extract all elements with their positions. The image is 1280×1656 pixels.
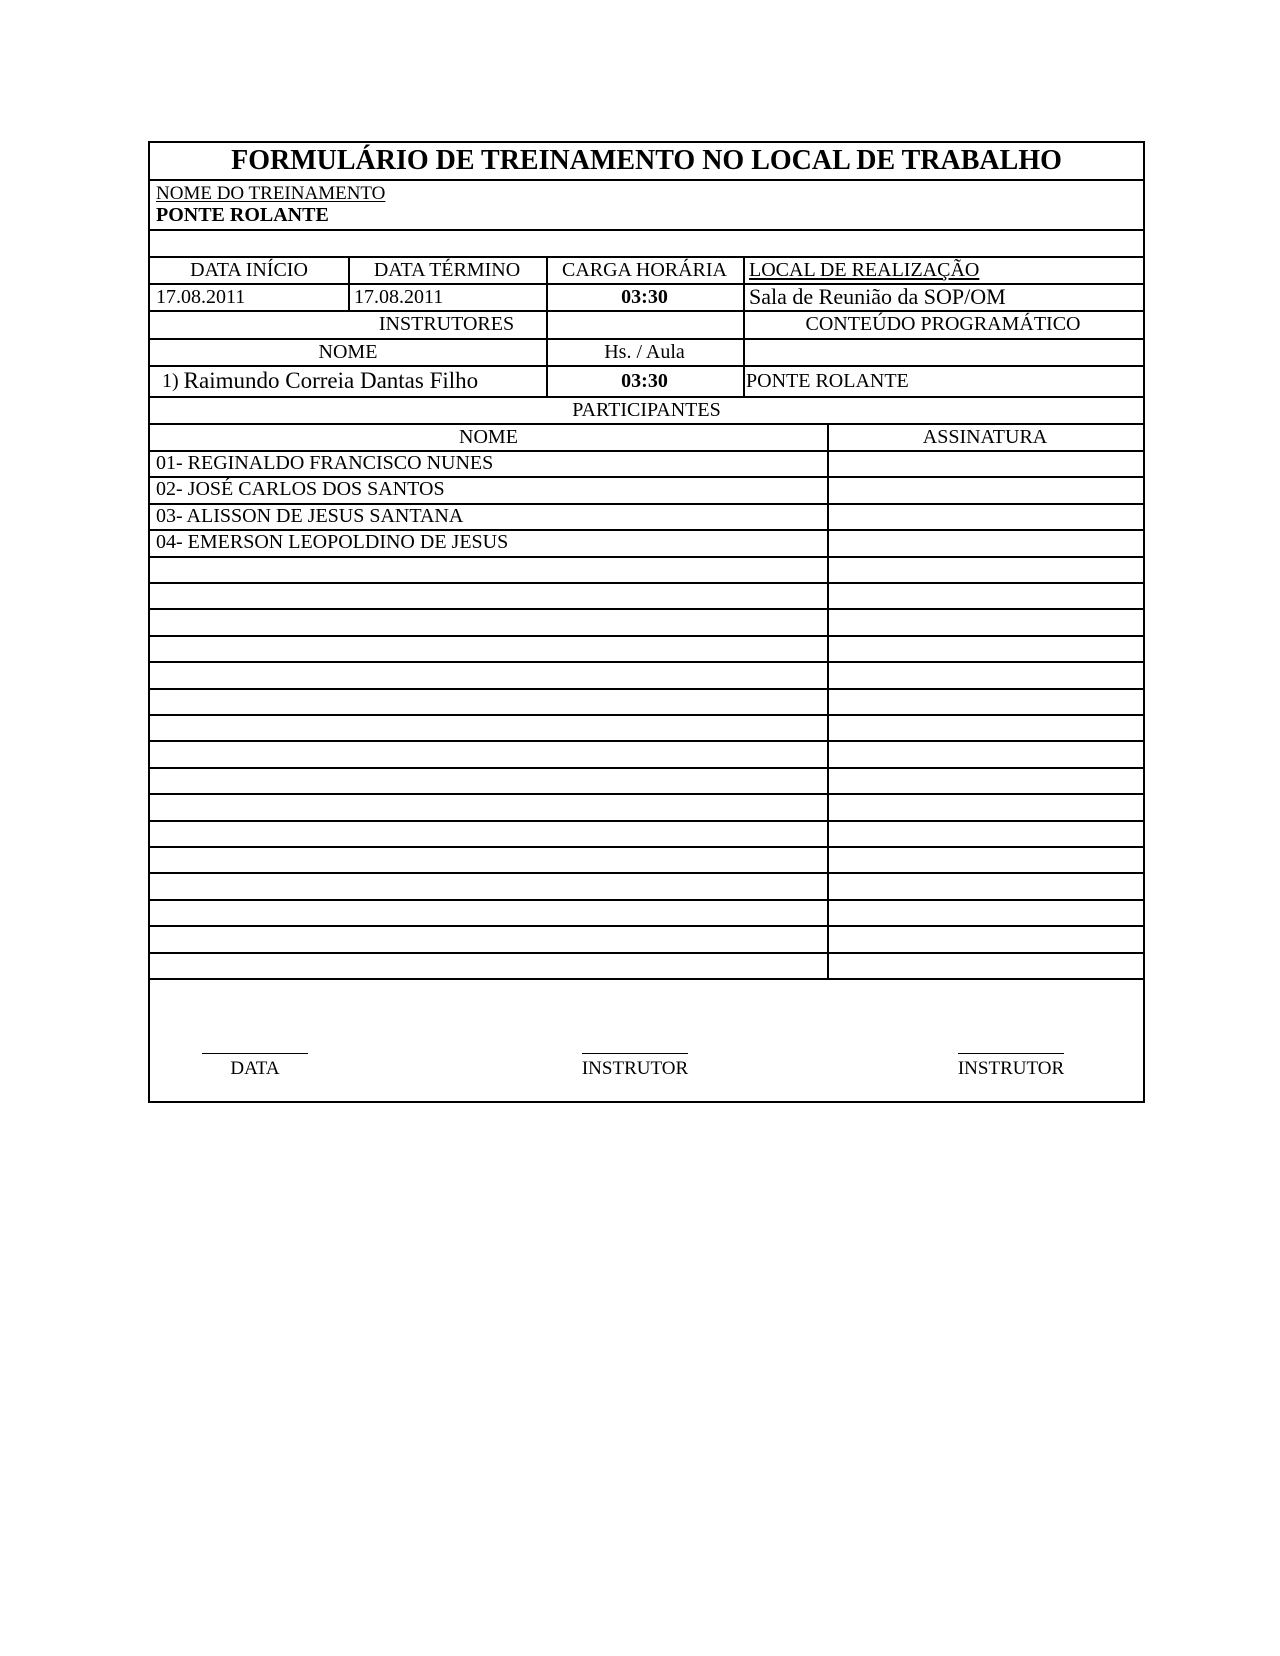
instructor1-label: INSTRUTOR xyxy=(581,1057,689,1079)
participant-name xyxy=(150,688,827,714)
training-form xyxy=(148,141,1145,1103)
participant-signature xyxy=(829,635,1143,661)
form-title: FORMULÁRIO DE TREINAMENTO NO LOCAL DE TRABALHO xyxy=(231,145,1062,176)
end-date-value: 17.08.2011 xyxy=(354,285,444,308)
participant-name: 03- ALISSON DE JESUS SANTANA xyxy=(156,505,464,527)
participant-name xyxy=(150,925,827,951)
participant-signature xyxy=(829,556,1143,582)
participants-name-header: NOME xyxy=(459,425,518,448)
participant-signature xyxy=(829,899,1143,925)
participant-name xyxy=(150,714,827,740)
participant-name xyxy=(150,661,827,687)
instructor-name: Raimundo Correia Dantas Filho xyxy=(183,368,479,393)
participant-signature xyxy=(829,925,1143,951)
participant-name xyxy=(150,556,827,582)
instructor1-signature-line xyxy=(582,1053,688,1054)
participant-name xyxy=(150,635,827,661)
participant-name xyxy=(150,846,827,872)
participant-signature xyxy=(829,608,1143,634)
participant-name xyxy=(150,767,827,793)
location-header: LOCAL DE REALIZAÇÃO xyxy=(749,258,980,281)
participant-signature xyxy=(829,450,1143,476)
participant-name: 04- EMERSON LEOPOLDINO DE JESUS xyxy=(156,531,509,553)
participant-signature xyxy=(829,476,1143,502)
participant-signature xyxy=(829,582,1143,608)
start-date-header: DATA INÍCIO xyxy=(190,258,308,281)
instructor-row xyxy=(150,365,546,396)
participant-signature xyxy=(829,872,1143,898)
workload-header: CARGA HORÁRIA xyxy=(561,258,728,281)
date-signature-line xyxy=(202,1053,308,1054)
participant-signature xyxy=(829,767,1143,793)
workload-value: 03:30 xyxy=(621,285,668,308)
location-value: Sala de Reunião da SOP/OM xyxy=(749,283,1006,309)
participant-name xyxy=(150,899,827,925)
participant-signature xyxy=(829,820,1143,846)
instructor-content: PONTE ROLANTE xyxy=(746,369,909,392)
participant-signature xyxy=(829,503,1143,529)
participant-signature xyxy=(829,661,1143,687)
content-header: CONTEÚDO PROGRAMÁTICO xyxy=(805,313,1081,335)
participant-signature xyxy=(829,846,1143,872)
participant-signature xyxy=(829,793,1143,819)
participant-name xyxy=(150,872,827,898)
participant-name xyxy=(150,582,827,608)
participant-name xyxy=(150,952,827,978)
instructors-header: INSTRUTORES xyxy=(378,313,515,335)
hours-header: Hs. / Aula xyxy=(604,340,685,363)
participant-signature xyxy=(829,714,1143,740)
instructor2-signature-line xyxy=(958,1053,1064,1054)
participant-signature xyxy=(829,529,1143,555)
participant-name: 02- JOSÉ CARLOS DOS SANTOS xyxy=(156,478,445,500)
participant-signature xyxy=(829,952,1143,978)
instructor-number: 1) xyxy=(162,369,179,392)
participants-header: PARTICIPANTES xyxy=(572,398,721,421)
participant-name xyxy=(150,820,827,846)
participant-name xyxy=(150,608,827,634)
training-name-label: NOME DO TREINAMENTO xyxy=(156,182,386,204)
participant-signature xyxy=(829,740,1143,766)
instructor-name-header: NOME xyxy=(318,340,378,363)
start-date-value: 17.08.2011 xyxy=(156,285,246,308)
signature-header: ASSINATURA xyxy=(922,425,1048,448)
participant-name xyxy=(150,740,827,766)
instructor2-label: INSTRUTOR xyxy=(957,1057,1065,1079)
participant-name xyxy=(150,793,827,819)
end-date-header: DATA TÉRMINO xyxy=(373,258,521,281)
date-label: DATA xyxy=(230,1057,280,1079)
participant-signature xyxy=(829,688,1143,714)
participant-name: 01- REGINALDO FRANCISCO NUNES xyxy=(156,452,494,474)
instructor-hours: 03:30 xyxy=(621,369,668,392)
training-name: PONTE ROLANTE xyxy=(156,204,329,226)
